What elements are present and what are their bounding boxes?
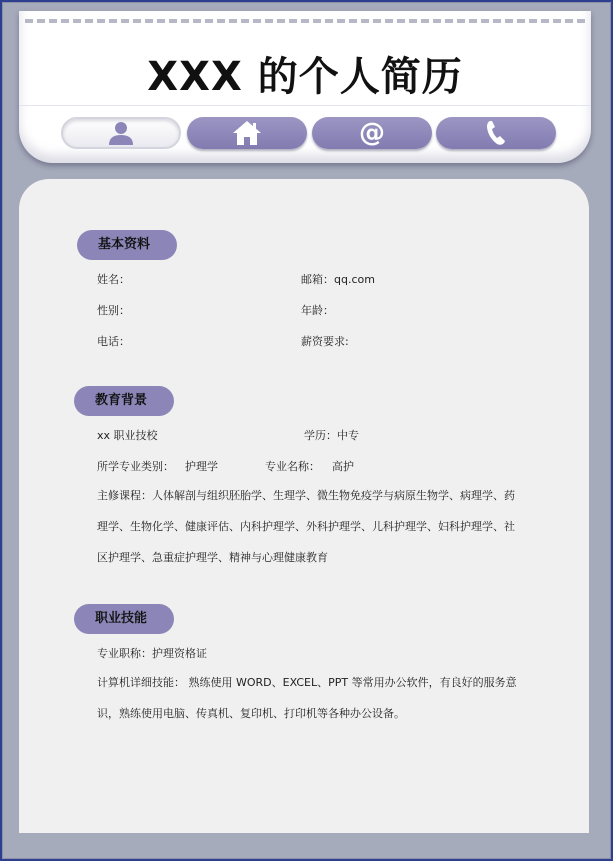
name-field: 姓名： <box>97 273 130 286</box>
phone-tab-button[interactable] <box>436 117 556 149</box>
home-tab-button[interactable] <box>187 117 307 149</box>
phone-icon <box>484 119 508 147</box>
page-title: XXX 的个人简历 <box>147 54 463 100</box>
school-field: xx 职业技校 <box>97 429 158 442</box>
major-category-value: 护理学 <box>185 460 218 473</box>
professional-title-field: 专业职称：护理资格证 <box>97 647 207 660</box>
major-category-label: 所学专业类别： <box>97 460 174 473</box>
header-divider <box>19 105 591 106</box>
degree-field: 学历：中专 <box>304 429 359 442</box>
section-heading-basic: 基本资料 <box>77 230 177 260</box>
major-name-value: 高护 <box>332 460 354 473</box>
age-field: 年龄： <box>301 304 334 317</box>
courses-text: 主修课程：人体解剖与组织胚胎学、生理学、微生物免疫学与病原生物学、病理学、药理学、生物化学、健康评估、内科护理学、外科护理学、儿科护理学、妇科护理学、社区护理学、急重症护理学、精神与心理健康教育 <box>97 489 515 564</box>
phone-field: 电话： <box>97 335 130 348</box>
stitch-border <box>25 19 585 23</box>
page-frame <box>2 2 611 859</box>
gender-field: 性别： <box>97 304 130 317</box>
computer-skills-text: 计算机详细技能： 熟练使用 WORD、EXCEL、PPT 等常用办公软件，有良好的服务意识，熟练使用电脑、传真机、复印机、打印机等各种办公设备。 <box>97 676 517 720</box>
major-name-label: 专业名称： <box>265 460 320 473</box>
salary-field: 薪资要求: <box>301 335 349 348</box>
section-heading-skills: 职业技能 <box>74 604 174 634</box>
email-tab-button[interactable] <box>312 117 432 149</box>
section-heading-education: 教育背景 <box>74 386 174 416</box>
resume-body <box>19 179 589 833</box>
person-icon <box>108 121 134 145</box>
email-icon: @ <box>359 118 385 148</box>
person-tab-button[interactable] <box>61 117 181 149</box>
home-icon <box>232 120 262 146</box>
email-field: 邮箱：qq.com <box>301 273 375 286</box>
resume-header <box>19 11 591 163</box>
